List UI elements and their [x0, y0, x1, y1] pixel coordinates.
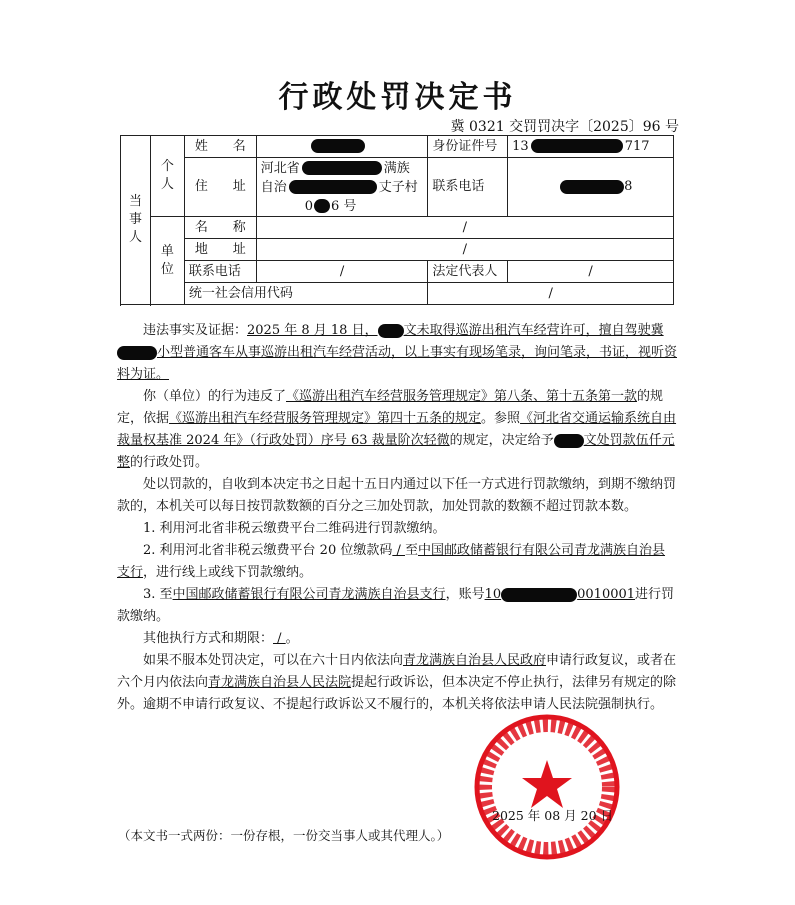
unit-phone-value: /: [256, 261, 428, 283]
credit-code-value: /: [428, 283, 674, 305]
unit-name-label: 名 称: [184, 217, 256, 239]
redaction: [117, 346, 157, 360]
name-value: [256, 136, 428, 158]
name-label: 姓 名: [184, 136, 256, 158]
payment-method-1: 1. 利用河北省非税云缴费平台二维码进行罚款缴纳。: [143, 521, 446, 536]
redaction: [501, 588, 577, 602]
credit-code-label: 统一社会信用代码: [184, 283, 428, 305]
violation-paragraph: 你（单位）的行为违反了《巡游出租汽车经营服务管理规定》第八条、第十五条第一款的规定，依据《巡游出租汽车经营服务管理规定》第四十五条的规定。参照《河北省交通运输系统自由裁量权基准 2024 年》（行政处罚）序号 63 裁量阶次轻微的规定，决定给予 文处罚款伍仟元整的行政处罚。: [117, 389, 677, 470]
unit-name-value: /: [256, 217, 673, 239]
phone-label: 联系电话: [428, 158, 508, 217]
individual-label: 个人: [150, 136, 184, 217]
address-value: 河北省 满族 自治 丈子村 0 6 号: [256, 158, 428, 217]
footer-note: （本文书一式两份：一份存根，一份交当事人或其代理人。）: [118, 828, 450, 843]
document-body: [117, 320, 677, 716]
redaction: [289, 180, 377, 194]
unit-phone-label: 联系电话: [184, 261, 256, 283]
unit-address-label: 地 址: [184, 239, 256, 261]
address-label: 住 址: [184, 158, 256, 217]
redaction: [554, 434, 584, 448]
other-method: 其他执行方式和期限： / 。: [143, 631, 299, 646]
redaction: [302, 161, 382, 175]
seal-star: [522, 760, 572, 808]
redaction: [560, 180, 624, 194]
id-value: 13 717: [508, 136, 674, 158]
legal-rep-value: /: [508, 261, 674, 283]
facts-paragraph: 违法事实及证据：2025 年 8 月 18 日， 文未取得巡游出租汽车经营许可，擅自驾驶冀小型普通客车从事巡游出租汽车经营活动，以上事实有现场笔录，询问笔录，书证，视听资料为证。: [117, 323, 678, 382]
appeal-paragraph: 如果不服本处罚决定，可以在六十日内依法向青龙满族自治县人民政府申请行政复议，或者在六个月内依法向青龙满族自治县人民法院提起行政诉讼，但本决定不停止执行，法律另有规定的除外。逾期不申请行政复议、不提起行政诉讼又不履行的，本机关将依法申请人民法院强制执行。: [117, 653, 677, 712]
legal-rep-label: 法定代表人: [428, 261, 508, 283]
decision-date: 2025 年 08 月 20 日: [492, 808, 613, 823]
id-label: 身份证件号: [428, 136, 508, 158]
official-seal: [472, 712, 622, 862]
redaction: [314, 199, 330, 213]
payment-intro: 处以罚款的，自收到本决定书之日起十五日内通过以下任一方式进行罚款缴纳，到期不缴纳罚款的，本机关可以每日按罚款数额的百分之三加处罚款，加处罚款的数额不超过罚款本数。: [117, 477, 677, 514]
redaction: [378, 324, 404, 338]
party-label: 当事人: [121, 136, 151, 305]
document-number: 冀 0321 交罚罚决字〔2025〕96 号: [450, 119, 679, 135]
redaction: [311, 139, 365, 153]
party-info-table: [120, 135, 674, 305]
redaction: [531, 139, 623, 153]
phone-value: 8: [508, 158, 674, 217]
payment-method-2: 2. 利用河北省非税云缴费平台 20 位缴款码 / 至中国邮政储蓄银行有限公司青龙满族自治县支行，进行线上或线下罚款缴纳。: [117, 543, 666, 580]
unit-address-value: /: [256, 239, 673, 261]
document-title: 行政处罚决定书: [278, 80, 517, 115]
unit-label: 单位: [150, 217, 184, 305]
payment-method-3: 3. 至中国邮政储蓄银行有限公司青龙满族自治县支行，账号10 0010001进行罚款缴纳。: [117, 587, 675, 624]
